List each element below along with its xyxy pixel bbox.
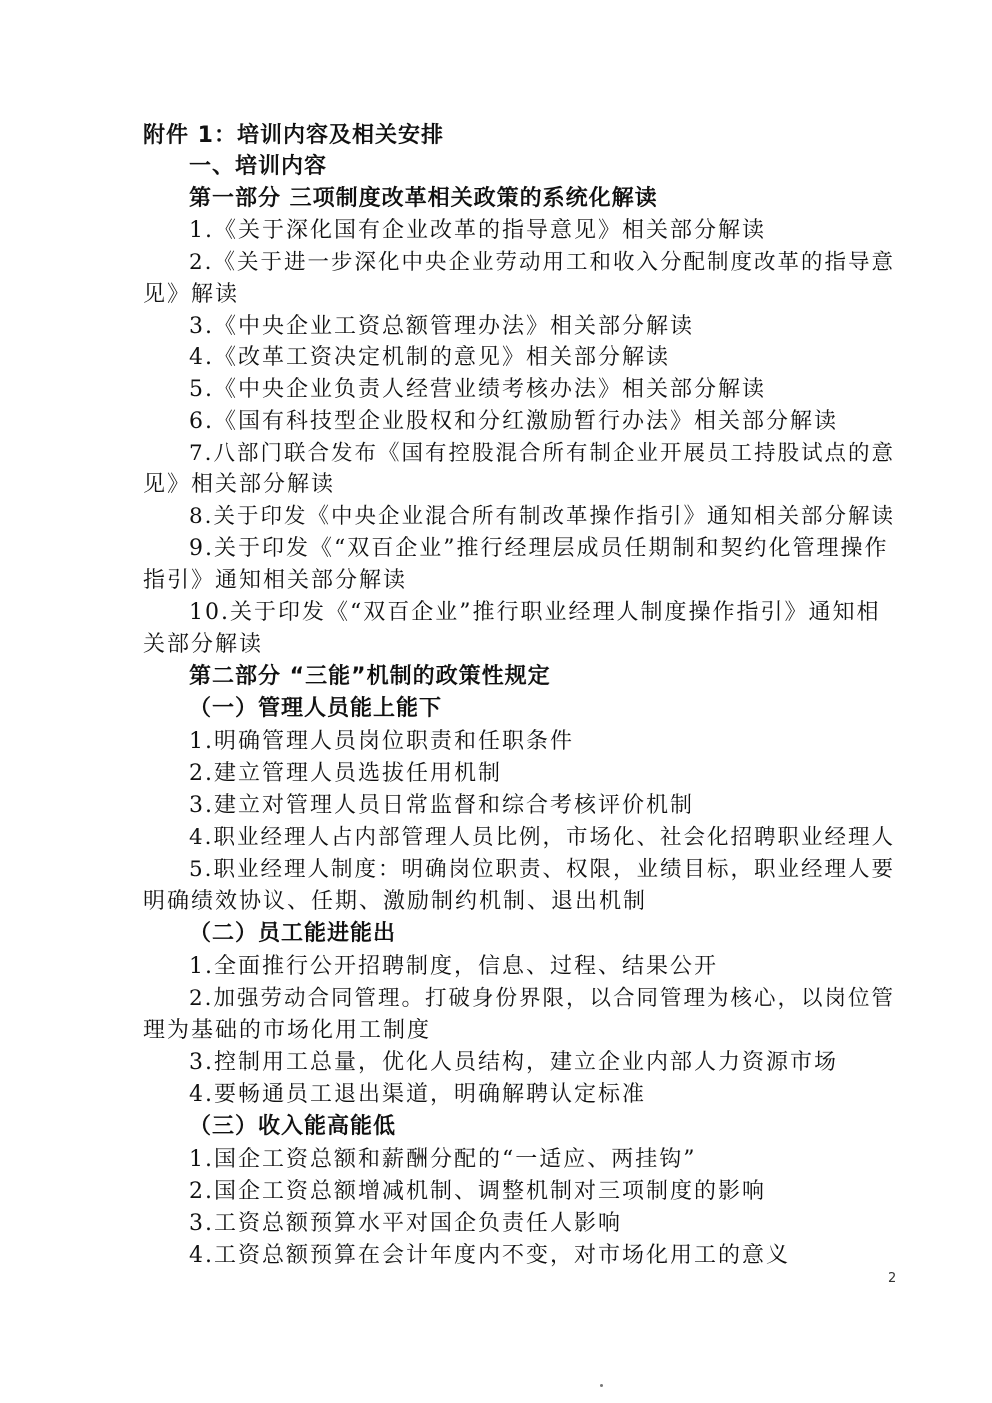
list-item: 5.职业经理人制度：明确岗位职责、权限，业绩目标，职业经理人要	[189, 857, 896, 882]
section-heading: 一、培训内容	[189, 154, 328, 179]
list-item: 2.《关于进一步深化中央企业劳动用工和收入分配制度改革的指导意	[189, 250, 896, 275]
list-item: 1.明确管理人员岗位职责和任职条件	[189, 729, 574, 754]
part-one-heading: 第一部分 三项制度改革相关政策的系统化解读	[189, 186, 658, 211]
list-item: 7.八部门联合发布《国有控股混合所有制企业开展员工持股试点的意	[189, 441, 896, 466]
list-item-continuation: 关部分解读	[143, 632, 264, 657]
part-two-heading: 第二部分 “三能”机制的政策性规定	[189, 664, 551, 689]
subsection-heading: （二）员工能进能出	[189, 921, 397, 946]
list-item: 5.《中央企业负责人经营业绩考核办法》相关部分解读	[189, 377, 766, 402]
list-item-continuation: 指引》通知相关部分解读	[143, 568, 408, 593]
list-item-continuation: 明确绩效协议、任期、激励制约机制、退出机制	[143, 889, 648, 914]
subsection-heading: （一）管理人员能上能下	[189, 696, 443, 721]
list-item-continuation: 见》相关部分解读	[143, 472, 336, 497]
list-item: 2.国企工资总额增减机制、调整机制对三项制度的影响	[189, 1179, 766, 1204]
list-item-continuation: 理为基础的市场化用工制度	[143, 1018, 432, 1043]
list-item: 2.加强劳动合同管理。打破身份界限，以合同管理为核心，以岗位管	[189, 986, 896, 1011]
list-item: 1.国企工资总额和薪酬分配的“一适应、两挂钩”	[189, 1147, 697, 1172]
list-item: 4.职业经理人占内部管理人员比例，市场化、社会化招聘职业经理人	[189, 825, 896, 850]
list-item: 9.关于印发《“双百企业”推行经理层成员任期制和契约化管理操作	[189, 536, 889, 561]
subsection-heading: （三）收入能高能低	[189, 1114, 397, 1139]
list-item: 4.工资总额预算在会计年度内不变，对市场化用工的意义	[189, 1243, 790, 1268]
list-item: 8.关于印发《中央企业混合所有制改革操作指引》通知相关部分解读	[189, 504, 896, 529]
list-item: 1.全面推行公开招聘制度，信息、过程、结果公开	[189, 954, 718, 979]
list-item: 10.关于印发《“双百企业”推行职业经理人制度操作指引》通知相	[189, 600, 881, 625]
list-item-continuation: 见》解读	[143, 282, 240, 307]
list-item: 1.《关于深化国有企业改革的指导意见》相关部分解读	[189, 218, 766, 243]
list-item: 3.控制用工总量，优化人员结构，建立企业内部人力资源市场	[189, 1050, 838, 1075]
scan-speck	[600, 1384, 603, 1387]
list-item: 3.工资总额预算水平对国企负责任人影响	[189, 1211, 622, 1236]
list-item: 3.《中央企业工资总额管理办法》相关部分解读	[189, 314, 694, 339]
list-item: 4.要畅通员工退出渠道，明确解聘认定标准	[189, 1082, 646, 1107]
list-item: 3.建立对管理人员日常监督和综合考核评价机制	[189, 793, 694, 818]
page-number: 2	[888, 1271, 897, 1286]
list-item: 2.建立管理人员选拔任用机制	[189, 761, 502, 786]
list-item: 6.《国有科技型企业股权和分红激励暂行办法》相关部分解读	[189, 409, 838, 434]
list-item: 4.《改革工资决定机制的意见》相关部分解读	[189, 345, 670, 370]
attachment-title: 附件 1：培训内容及相关安排	[143, 123, 444, 148]
